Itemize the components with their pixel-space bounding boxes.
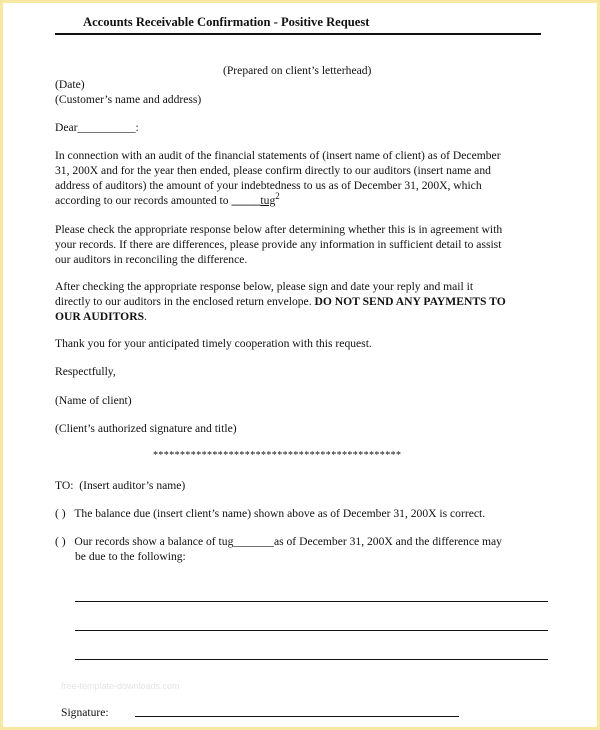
to-label: TO: <box>55 479 74 492</box>
explanation-line-2[interactable] <box>75 630 548 631</box>
para3-line1: After checking the appropriate response below, please sign and date your reply and mail it <box>55 280 474 293</box>
para3-line2 <box>55 294 547 309</box>
section-separator: ********************************************** <box>153 450 402 461</box>
no-payments-warning: DO NOT SEND ANY PAYMENTS TO <box>314 295 506 308</box>
signature-line[interactable] <box>135 716 459 717</box>
option2-line2: be due to the following: <box>75 550 186 563</box>
option-balance-correct <box>55 506 485 521</box>
date-placeholder: (Date) <box>55 78 85 91</box>
title-underline <box>55 33 541 35</box>
paragraph-audit-request <box>55 148 547 208</box>
amount-unit: tug <box>260 194 276 207</box>
paragraph-mail-instructions <box>55 279 547 324</box>
document-page <box>3 3 597 727</box>
option2-prefix: Our records show a balance of tug <box>74 535 234 548</box>
para1-line4 <box>55 193 547 208</box>
difference-amount-blank: _______ <box>233 535 274 548</box>
to-value: (Insert auditor’s name) <box>79 479 186 492</box>
client-signature-placeholder: (Client’s authorized signature and title) <box>55 422 237 435</box>
para1-line4-prefix: according to our records amounted to <box>55 194 232 207</box>
para2-line2: your records. If there are differences, please provide any information in sufficient detail to assist <box>55 238 502 251</box>
salutation-text: Dear <box>55 121 78 134</box>
signature-label: Signature: <box>61 706 109 719</box>
watermark: free-template-downloads.com <box>61 681 180 691</box>
letterhead-note: (Prepared on client’s letterhead) <box>223 64 372 77</box>
para2-line1: Please check the appropriate response below after determining whether this is in agreement with <box>55 223 503 236</box>
option2-suffix: as of December 31, 200X and the difference may <box>273 535 502 548</box>
amount-blank: _____ <box>231 194 261 207</box>
para2-line3: our auditors in reconciling the difference. <box>55 253 248 266</box>
client-name-placeholder: (Name of client) <box>55 394 132 407</box>
option1-text: The balance due (insert client’s name) shown above as of December 31, 200X is correct. <box>74 507 486 520</box>
to-line <box>55 478 185 493</box>
salutation-colon: : <box>135 121 139 134</box>
option1-checkbox[interactable]: ( ) <box>55 507 66 520</box>
customer-placeholder: (Customer’s name and address) <box>55 93 202 106</box>
explanation-line-1[interactable] <box>75 601 548 602</box>
no-payments-warning-end: OUR AUDITORS <box>55 310 145 323</box>
para3-line3-suffix: . <box>144 310 147 323</box>
explanation-line-3[interactable] <box>75 659 548 660</box>
footnote-marker: 2 <box>275 191 280 202</box>
para1-line3: address of auditors) the amount of your indebtedness to us as of December 31, 200X, which <box>55 179 482 192</box>
para1-line2: 31, 200X and for the year then ended, please confirm directly to our auditors (insert name and <box>55 164 491 177</box>
salutation-blank: __________ <box>77 121 136 134</box>
salutation <box>55 120 139 135</box>
option-balance-differs <box>55 534 502 549</box>
paragraph-check-response <box>55 222 547 267</box>
para3-line2-prefix: directly to our auditors in the enclosed return envelope. <box>55 295 315 308</box>
option2-checkbox[interactable]: ( ) <box>55 535 66 548</box>
para1-line1: In connection with an audit of the financial statements of (insert name of client) as of December <box>55 149 501 162</box>
document-title: Accounts Receivable Confirmation - Positive Request <box>83 15 370 29</box>
thank-you-line: Thank you for your anticipated timely cooperation with this request. <box>55 337 372 350</box>
closing-line: Respectfully, <box>55 365 116 378</box>
para3-line3 <box>55 309 547 324</box>
